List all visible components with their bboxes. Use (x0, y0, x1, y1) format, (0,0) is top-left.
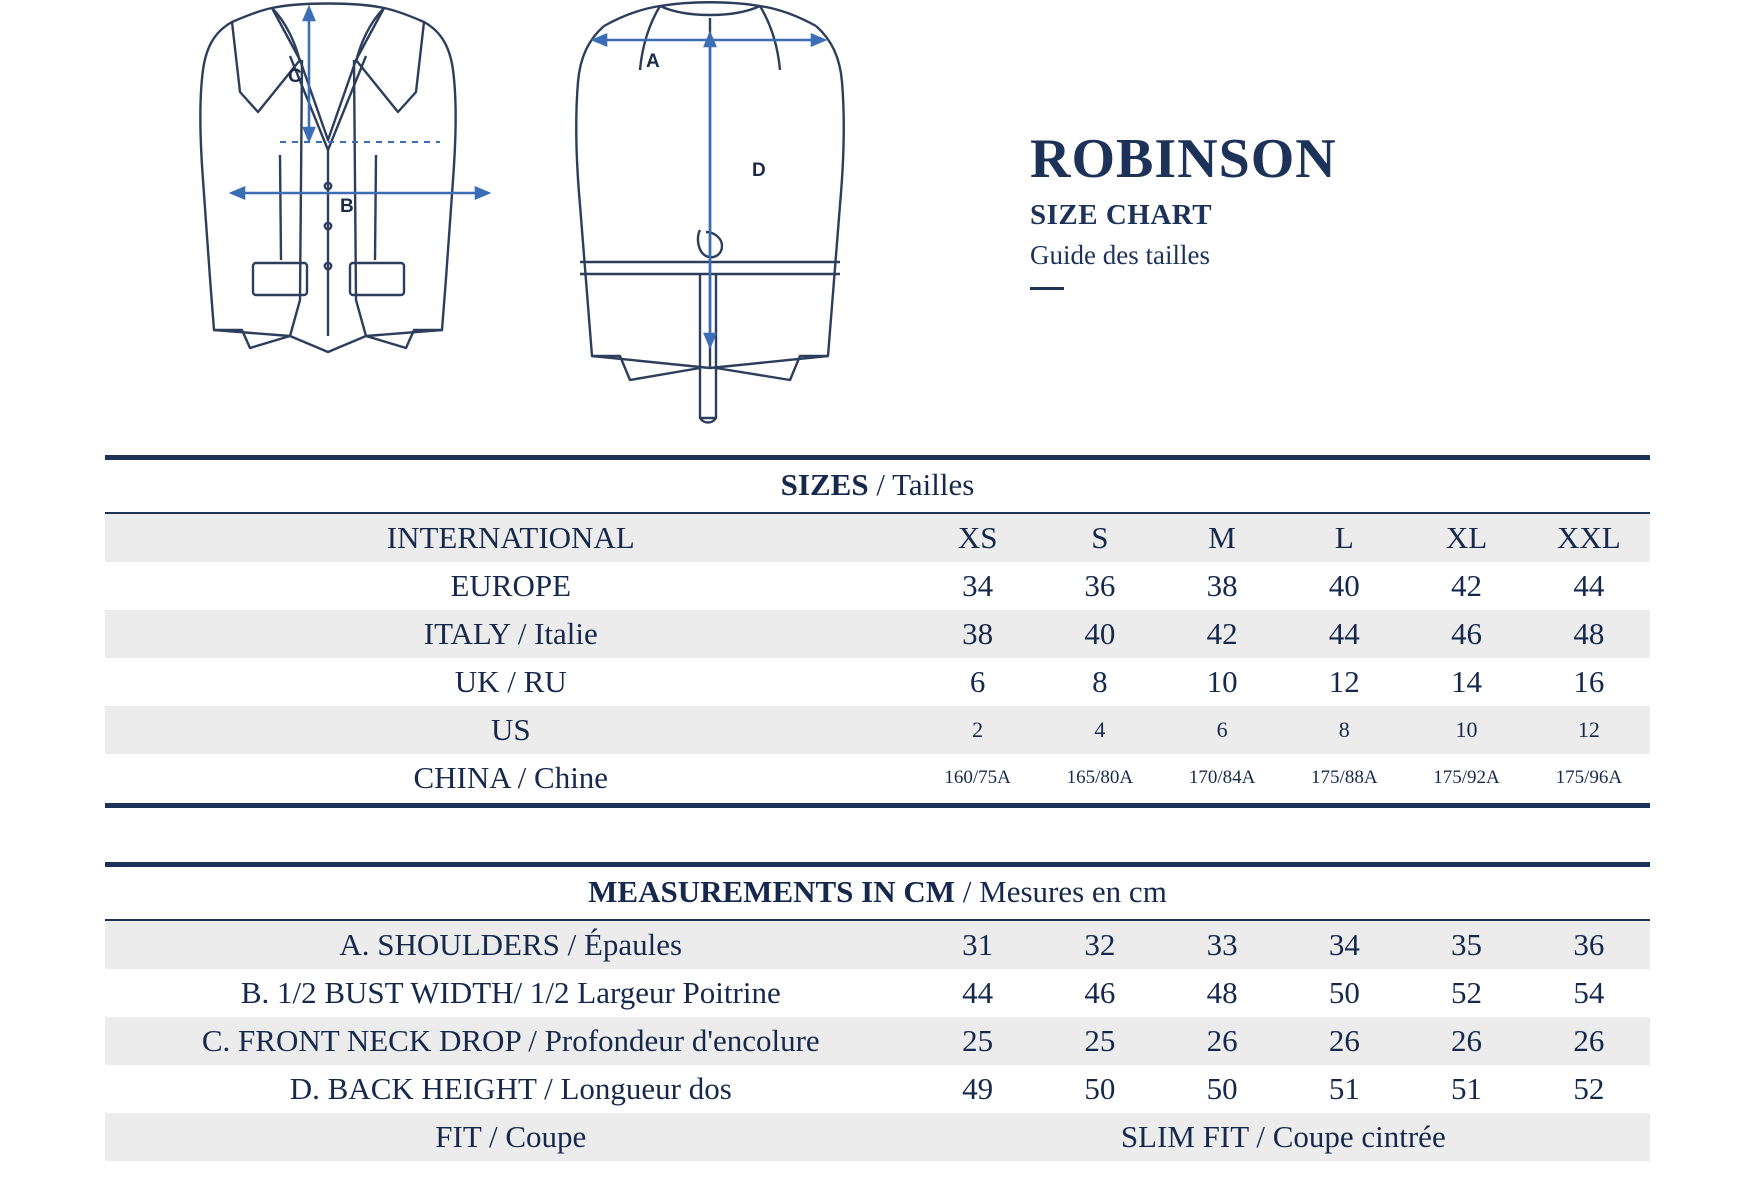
label-d: D (752, 160, 766, 181)
cell-china-xxl: 175/96A (1528, 754, 1650, 805)
cell-shoulders-l: 34 (1283, 920, 1405, 969)
cell-intl-xs: XS (917, 513, 1039, 562)
measurements-heading-cell (105, 865, 1650, 921)
cell-backheight-xs: 49 (917, 1065, 1039, 1113)
cell-china-xs: 160/75A (917, 754, 1039, 805)
title-block (1030, 130, 1550, 290)
measurements-table (105, 862, 1650, 1161)
cell-neckdrop-xs: 25 (917, 1017, 1039, 1065)
brand-title: ROBINSON (1030, 128, 1337, 190)
cell-neckdrop-s: 25 (1039, 1017, 1161, 1065)
cell-us-xs: 2 (917, 706, 1039, 754)
row-label-fit (105, 1113, 917, 1161)
row-label-rest: / Longueur dos (536, 1071, 732, 1107)
cell-italy-xl: 46 (1405, 610, 1527, 658)
fit-value-rest: / Coupe cintrée (1248, 1119, 1446, 1155)
table-row (105, 706, 1650, 754)
cell-italy-xxl: 48 (1528, 610, 1650, 658)
label-a: A (646, 51, 660, 72)
cell-shoulders-s: 32 (1039, 920, 1161, 969)
row-label-bold: A. SHOULDERS (339, 927, 560, 962)
cell-backheight-m: 50 (1161, 1065, 1283, 1113)
row-label-rest: / Profondeur d'encolure (520, 1023, 820, 1059)
cell-backheight-l: 51 (1283, 1065, 1405, 1113)
vest-front-drawing (200, 4, 455, 353)
cell-europe-xxl: 44 (1528, 562, 1650, 610)
label-b: B (340, 196, 354, 217)
cell-europe-xl: 42 (1405, 562, 1527, 610)
row-label-bold: ITALY (423, 616, 510, 652)
cell-backheight-xxl: 52 (1528, 1065, 1650, 1113)
cell-china-xl: 175/92A (1405, 754, 1527, 805)
cell-shoulders-xl: 35 (1405, 920, 1527, 969)
row-label-rest: / Coupe (481, 1119, 587, 1155)
cell-uk-xs: 6 (917, 658, 1039, 706)
cell-fit-value (917, 1113, 1650, 1161)
table-row (105, 562, 1650, 610)
measurements-heading-row (105, 865, 1650, 921)
cell-bust-s: 46 (1039, 969, 1161, 1017)
measurements-table-container (105, 862, 1650, 1161)
sizes-table (105, 455, 1650, 808)
cell-neckdrop-xxl: 26 (1528, 1017, 1650, 1065)
row-label-bold: US (490, 712, 531, 748)
row-label-international (105, 513, 917, 562)
row-label-uk (105, 658, 917, 706)
cell-italy-l: 44 (1283, 610, 1405, 658)
cell-uk-xxl: 16 (1528, 658, 1650, 706)
cell-china-l: 175/88A (1283, 754, 1405, 805)
cell-uk-xl: 14 (1405, 658, 1527, 706)
cell-us-xl: 10 (1405, 706, 1527, 754)
cell-us-l: 8 (1283, 706, 1405, 754)
cell-europe-xs: 34 (917, 562, 1039, 610)
row-label-rest: / Italie (509, 616, 598, 652)
cell-intl-m: M (1161, 513, 1283, 562)
cell-shoulders-xs: 31 (917, 920, 1039, 969)
row-label-shoulders (105, 920, 917, 969)
row-label-bold: D. BACK HEIGHT (289, 1071, 537, 1107)
cell-uk-s: 8 (1039, 658, 1161, 706)
cell-bust-m: 48 (1161, 969, 1283, 1017)
size-chart-label: SIZE CHART (1030, 198, 1213, 231)
table-row (105, 1017, 1650, 1065)
vest-technical-drawings (0, 0, 1000, 430)
cell-europe-m: 38 (1161, 562, 1283, 610)
cell-neckdrop-m: 26 (1161, 1017, 1283, 1065)
row-label-bold: EUROPE (450, 568, 572, 604)
cell-bust-xxl: 54 (1528, 969, 1650, 1017)
title-divider (1030, 287, 1064, 290)
guide-label-fr: Guide des tailles (1030, 239, 1210, 270)
cell-italy-xs: 38 (917, 610, 1039, 658)
cell-italy-s: 40 (1039, 610, 1161, 658)
cell-intl-xxl: XXL (1528, 513, 1650, 562)
back-measure-arrows (594, 34, 824, 346)
table-row (105, 1065, 1650, 1113)
cell-intl-xl: XL (1405, 513, 1527, 562)
row-label-bust-width (105, 969, 917, 1017)
cell-neckdrop-xl: 26 (1405, 1017, 1527, 1065)
row-label-us (105, 706, 917, 754)
table-row (105, 969, 1650, 1017)
cell-neckdrop-l: 26 (1283, 1017, 1405, 1065)
row-label-europe (105, 562, 917, 610)
sizes-table-heading-row (105, 458, 1650, 514)
label-c: C (288, 66, 302, 87)
cell-us-xxl: 12 (1528, 706, 1650, 754)
row-label-back-height (105, 1065, 917, 1113)
cell-us-m: 6 (1161, 706, 1283, 754)
cell-bust-xs: 44 (917, 969, 1039, 1017)
cell-uk-l: 12 (1283, 658, 1405, 706)
table-row (105, 658, 1650, 706)
cell-uk-m: 10 (1161, 658, 1283, 706)
cell-china-s: 165/80A (1039, 754, 1161, 805)
row-label-bold: UK / RU (454, 664, 567, 700)
cell-bust-l: 50 (1283, 969, 1405, 1017)
cell-shoulders-xxl: 36 (1528, 920, 1650, 969)
cell-europe-s: 36 (1039, 562, 1161, 610)
row-label-italy (105, 610, 917, 658)
table-row (105, 920, 1650, 969)
table-row (105, 513, 1650, 562)
row-label-rest: / Chine (509, 760, 609, 796)
cell-shoulders-m: 33 (1161, 920, 1283, 969)
cell-bust-xl: 52 (1405, 969, 1527, 1017)
cell-italy-m: 42 (1161, 610, 1283, 658)
row-label-china (105, 754, 917, 805)
sizes-heading-bold: SIZES (780, 467, 869, 502)
sizes-table-container (105, 455, 1650, 808)
row-label-bold: FIT (435, 1119, 482, 1155)
cell-backheight-s: 50 (1039, 1065, 1161, 1113)
sizes-heading-cell (105, 458, 1650, 514)
row-label-bold: C. FRONT NECK DROP (201, 1023, 521, 1059)
cell-china-m: 170/84A (1161, 754, 1283, 805)
measurements-heading-rest: / Mesures en cm (955, 874, 1167, 909)
sizes-heading-rest: / Tailles (868, 467, 975, 502)
fit-value-bold: SLIM FIT (1120, 1119, 1249, 1155)
front-measure-arrows (232, 8, 488, 198)
cell-intl-s: S (1039, 513, 1161, 562)
vest-illustrations (0, 0, 1000, 430)
measurements-heading-bold: MEASUREMENTS IN CM (588, 874, 956, 909)
row-label-bold: B. 1/2 BUST WIDTH/ (240, 975, 523, 1011)
row-label-bold: INTERNATIONAL (386, 520, 635, 555)
cell-us-s: 4 (1039, 706, 1161, 754)
table-row (105, 610, 1650, 658)
table-row-fit (105, 1113, 1650, 1161)
row-label-rest: / Épaules (559, 927, 683, 962)
row-label-bold: CHINA (413, 760, 510, 796)
table-row (105, 754, 1650, 805)
cell-intl-l: L (1283, 513, 1405, 562)
cell-europe-l: 40 (1283, 562, 1405, 610)
row-label-front-neck-drop (105, 1017, 917, 1065)
row-label-rest: 1/2 Largeur Poitrine (522, 975, 781, 1011)
cell-backheight-xl: 51 (1405, 1065, 1527, 1113)
